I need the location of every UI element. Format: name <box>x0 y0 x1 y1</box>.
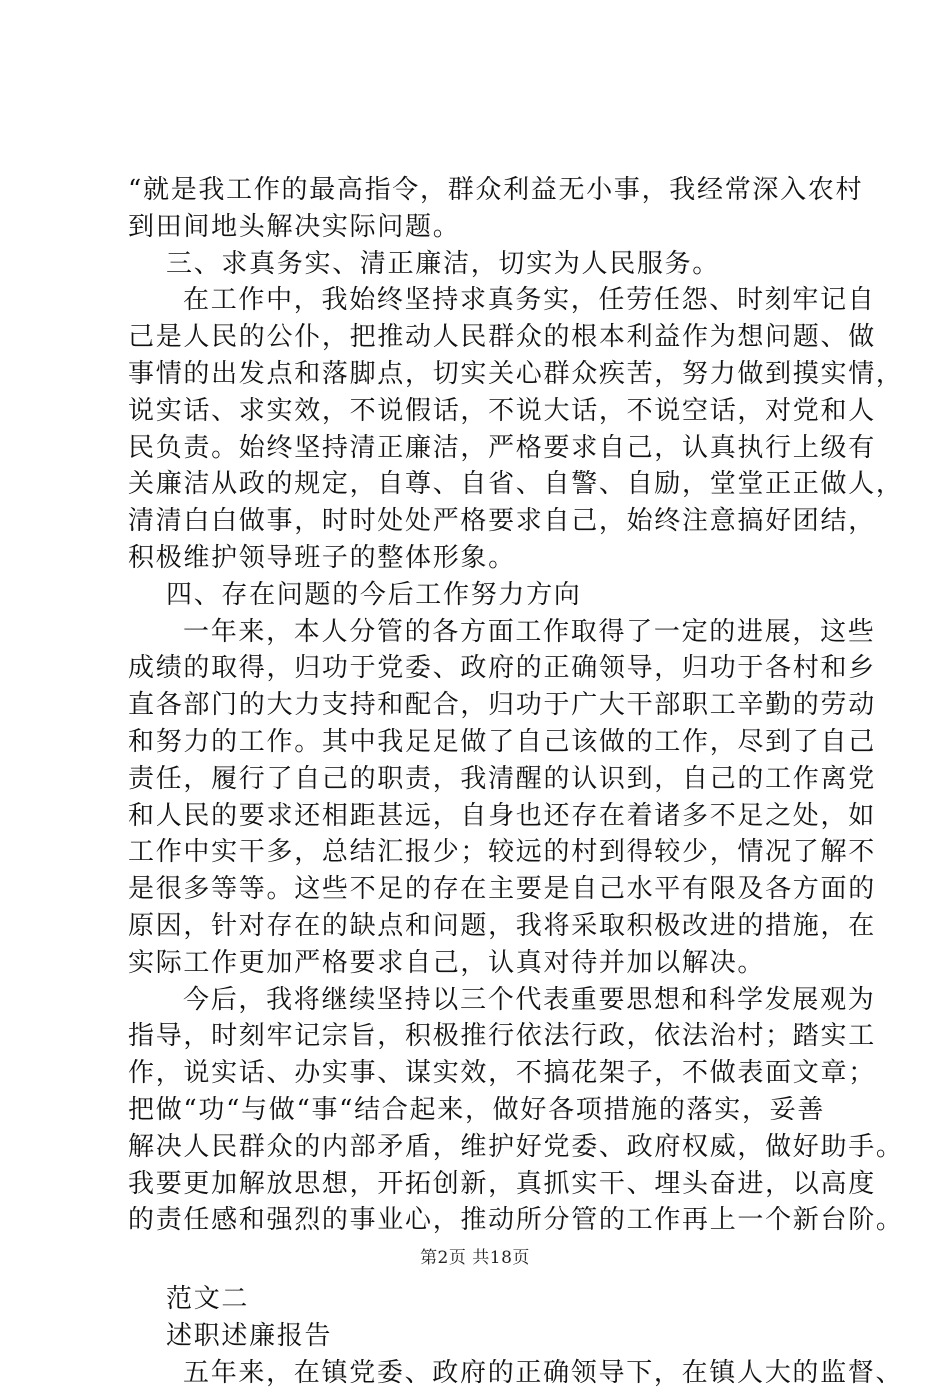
text-line: 积极维护领导班子的整体形象。 <box>128 542 516 573</box>
text-line: 和人民的要求还相距甚远，自身也还存在着诸多不足之处，如 <box>128 800 876 831</box>
text-line: 和努力的工作。其中我足足做了自己该做的工作，尽到了自己 <box>128 726 876 757</box>
text-line: 直各部门的大力支持和配合，归功于广大干部职工辛勤的劳动 <box>128 690 876 721</box>
text-line: 原因，针对存在的缺点和问题，我将采取积极改进的措施，在 <box>128 910 876 941</box>
text-line: 到田间地头解决实际问题。 <box>128 211 461 242</box>
document-body <box>128 172 904 1392</box>
text-line: 一年来，本人分管的各方面工作取得了一定的进展，这些 <box>183 616 876 647</box>
text-line: 关廉洁从政的规定，自尊、自省、自警、自励，堂堂正正做人， <box>128 469 904 500</box>
text-line: 实际工作更加严格要求自己，认真对待并加以解决。 <box>128 947 766 978</box>
text-line: 五年来，在镇党委、政府的正确领导下，在镇人大的监督、 <box>183 1357 904 1388</box>
text-line: 作，说实话、办实事、谋实效，不搞花架子，不做表面文章； <box>128 1058 876 1089</box>
text-line: 指导，时刻牢记宗旨，积极推行依法行政，依法治村；踏实工 <box>128 1021 876 1052</box>
text-line: 范文二 <box>166 1284 250 1315</box>
text-line: 清清白白做事，时时处处严格要求自己，始终注意搞好团结， <box>128 506 876 537</box>
text-line: 解决人民群众的内部矛盾，维护好党委、政府权威，做好助手。 <box>128 1131 904 1162</box>
text-line: 说实话、求实效，不说假话，不说大话，不说空话，对党和人 <box>128 395 876 426</box>
text-line: 我要更加解放思想，开拓创新，真抓实干、埋头奋进，以高度 <box>128 1168 876 1199</box>
text-line: 四、存在问题的今后工作努力方向 <box>166 579 582 610</box>
page-footer: 第2页 共18页 <box>420 1248 530 1268</box>
text-line: 己是人民的公仆，把推动人民群众的根本利益作为想问题、做 <box>128 322 876 353</box>
text-line: 在工作中，我始终坚持求真务实，任劳任怨、时刻牢记自 <box>183 285 876 316</box>
text-line: 成绩的取得，归功于党委、政府的正确领导，归功于各村和乡 <box>128 653 876 684</box>
text-line: 的责任感和强烈的事业心，推动所分管的工作再上一个新台阶。 <box>128 1205 904 1236</box>
text-line: 工作中实干多，总结汇报少；较远的村到得较少，情况了解不 <box>128 837 876 868</box>
text-line: 今后，我将继续坚持以三个代表重要思想和科学发展观为 <box>183 984 876 1015</box>
text-line: 是很多等等。这些不足的存在主要是自己水平有限及各方面的 <box>128 874 876 905</box>
text-line: 事情的出发点和落脚点，切实关心群众疾苦，努力做到摸实情， <box>128 358 904 389</box>
text-line: “就是我工作的最高指令，群众利益无小事，我经常深入农村 <box>128 175 864 205</box>
text-line: 述职述廉报告 <box>166 1320 333 1351</box>
text-line: 把做“功“与做“事“结合起来，做好各项措施的落实，妥善 <box>128 1094 826 1125</box>
text-line: 三、求真务实、清正廉洁，切实为人民服务。 <box>166 248 721 279</box>
text-line: 民负责。始终坚持清正廉洁，严格要求自己，认真执行上级有 <box>128 432 876 463</box>
text-line: 责任，履行了自己的职责，我清醒的认识到，自己的工作离党 <box>128 763 876 794</box>
